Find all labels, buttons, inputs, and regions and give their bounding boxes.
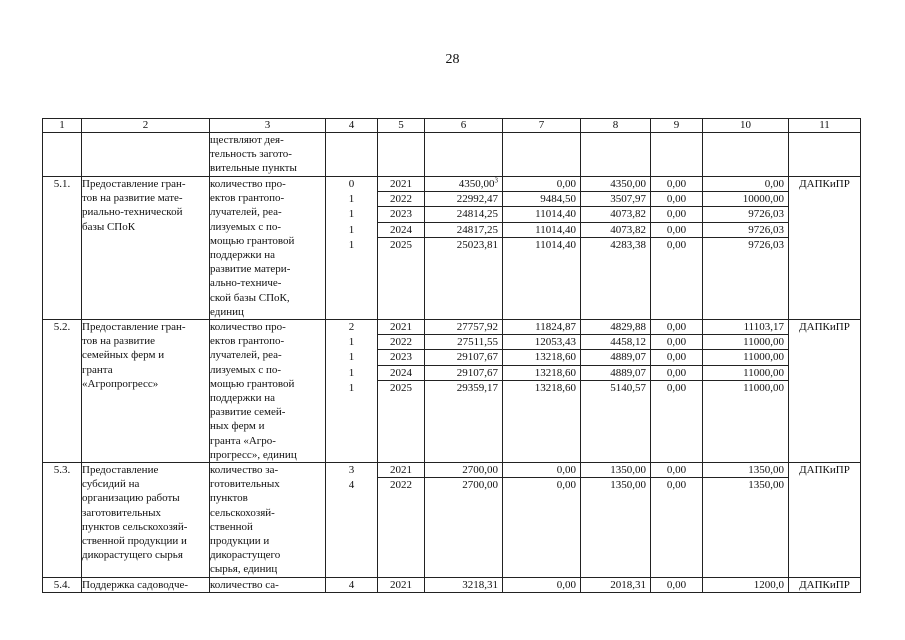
text-line: дикорастущего (210, 549, 281, 562)
value-mun: 0,00 (666, 238, 687, 251)
value-cell-reg (581, 320, 651, 463)
value-mun: 0,00 (666, 381, 687, 394)
value-cell-mun (651, 320, 703, 463)
text-line: субсидий на (82, 478, 140, 491)
column-header: 5 (378, 119, 425, 133)
value-reg: 1350,00 (581, 463, 650, 478)
value-other: 1350,00 (703, 463, 788, 478)
indicator-cell (210, 577, 326, 592)
value-year: 2023 (378, 207, 424, 222)
text-line: организацию работы (82, 492, 180, 505)
column-header: 2 (82, 119, 210, 133)
value-mun: 0,00 (651, 207, 702, 222)
text-line: продукции и (210, 535, 270, 548)
text-line: прогресс», единиц (210, 448, 297, 461)
value-year: 2024 (378, 366, 424, 381)
continuation-row (43, 133, 861, 177)
value-reg: 4350,00 (581, 177, 650, 192)
value-cell-other (703, 577, 789, 592)
text-line: количество за- (210, 464, 279, 477)
row-number: 5.1. (43, 177, 82, 320)
value-cell-other (703, 463, 789, 578)
text-line: развитие семей- (210, 406, 286, 419)
value-cell-year (378, 177, 425, 320)
value-mun: 0,00 (651, 223, 702, 238)
value-year: 2021 (378, 177, 424, 192)
page-number: 28 (445, 52, 460, 67)
value-total: 24817,25 (425, 223, 502, 238)
text-line: гранта «Агро- (210, 434, 276, 447)
executor-cell: ДАПКиПР (789, 320, 861, 463)
value-reg: 2018,31 (610, 578, 646, 591)
text-line: ально-техниче- (210, 277, 282, 290)
value-count: 1 (348, 366, 355, 379)
text-line: Поддержка садоводче- (82, 578, 189, 591)
value-fed: 13218,60 (503, 350, 580, 365)
executor-cell: ДАПКиПР (789, 463, 861, 578)
value-total: 29107,67 (425, 366, 502, 381)
value-total: 2700,00 (462, 479, 498, 492)
table-cell (789, 133, 861, 177)
table-row (43, 320, 861, 463)
value-reg: 1350,00 (610, 479, 646, 492)
row-number: 5.3. (43, 463, 82, 578)
table-cell (425, 133, 503, 177)
header-row (43, 119, 861, 133)
column-header: 6 (425, 119, 503, 133)
value-fed: 0,00 (556, 479, 576, 492)
value-count: 1 (348, 223, 355, 236)
table-row (43, 177, 861, 320)
value-other: 10000,00 (703, 192, 788, 207)
value-mun: 0,00 (651, 320, 702, 335)
table-cell (581, 133, 651, 177)
value-cell-count (326, 577, 378, 592)
text-line: пунктов (210, 492, 248, 505)
value-count: 1 (348, 208, 355, 221)
text-line: дикорастущего сырья (82, 549, 183, 562)
value-count: 1 (348, 238, 355, 251)
text-line: ектов грантопо- (210, 192, 285, 205)
value-cell-total (425, 463, 503, 578)
value-reg: 4073,82 (581, 223, 650, 238)
value-other: 1200,0 (753, 578, 784, 591)
value-cell-other (703, 320, 789, 463)
value-cell-reg (581, 463, 651, 578)
measure-name-cell (82, 577, 210, 592)
value-cell-mun (651, 177, 703, 320)
text-line: заготовительных (82, 506, 162, 519)
text-line: семейных ферм и (82, 349, 165, 362)
value-count: 4 (348, 578, 355, 591)
text-line: количество про- (210, 178, 286, 190)
value-mun: 0,00 (666, 479, 687, 492)
text-line: количество про- (210, 321, 286, 334)
value-other: 11000,00 (703, 335, 788, 350)
value-mun: 0,00 (666, 578, 687, 591)
value-mun: 0,00 (651, 192, 702, 207)
value-cell-mun (651, 577, 703, 592)
table-cell (43, 133, 82, 177)
text-line: лучателей, реа- (210, 349, 282, 362)
value-total: 24814,25 (425, 207, 502, 222)
value-cell-count (326, 177, 378, 320)
text-line: мощью грантовой (210, 234, 295, 247)
data-table (42, 118, 861, 593)
value-count: 1 (348, 193, 355, 206)
value-other: 11000,00 (703, 366, 788, 381)
value-mun: 0,00 (651, 366, 702, 381)
value-reg: 4889,07 (581, 350, 650, 365)
text-line: лизуемых с по- (210, 363, 282, 376)
value-fed: 0,00 (503, 177, 580, 192)
value-reg: 5140,57 (610, 381, 646, 394)
table-row (43, 463, 861, 578)
table-row (43, 577, 861, 592)
text-line: Предоставление гран- (82, 178, 186, 190)
value-total: 29107,67 (425, 350, 502, 365)
value-count: 4 (348, 479, 355, 492)
text-line: ской базы СПоК, (210, 291, 290, 304)
value-cell-fed (503, 463, 581, 578)
value-count: 1 (348, 336, 355, 349)
text-line: лучателей, реа- (210, 206, 282, 219)
value-reg: 4073,82 (581, 207, 650, 222)
value-other: 9726,03 (748, 238, 784, 251)
column-header: 7 (503, 119, 581, 133)
text-line: тельность загото- (210, 148, 292, 161)
table-cell (651, 133, 703, 177)
text-line: пунктов сельскохозяй- (82, 520, 188, 533)
value-cell-year (378, 320, 425, 463)
value-year: 2021 (390, 578, 412, 591)
value-reg: 4283,38 (610, 238, 646, 251)
value-total: 25023,81 (456, 238, 498, 251)
value-cell-fed (503, 577, 581, 592)
value-mun: 0,00 (651, 463, 702, 478)
column-header: 1 (43, 119, 82, 133)
text-line: сырья, единиц (210, 563, 278, 576)
value-year: 2025 (390, 238, 412, 251)
value-fed: 11824,87 (503, 320, 580, 335)
column-header: 3 (210, 119, 326, 133)
text-line: гранта (82, 363, 113, 376)
text-line: ектов грантопо- (210, 335, 285, 348)
value-count: 1 (348, 381, 355, 394)
text-line: поддержки на (210, 249, 275, 262)
value-year: 2021 (378, 463, 424, 478)
value-total: 3218,31 (462, 578, 498, 591)
text-line: тов на развитие (82, 335, 156, 348)
column-header: 11 (789, 119, 861, 133)
text-line: ственной (210, 520, 253, 533)
value-cell-count (326, 320, 378, 463)
executor-cell: ДАПКиПР (789, 177, 861, 320)
table-cell (378, 133, 425, 177)
text-line: «Агропрогресс» (82, 377, 159, 390)
value-mun: 0,00 (651, 177, 702, 192)
value-fed: 11014,40 (503, 207, 580, 222)
text-line: Предоставление (82, 464, 159, 477)
value-cell-total (425, 577, 503, 592)
column-header: 4 (326, 119, 378, 133)
value-year: 2025 (390, 381, 412, 394)
indicator-cell (210, 320, 326, 463)
value-total: 29359,17 (456, 381, 498, 394)
column-header: 9 (651, 119, 703, 133)
text-line: лизуемых с по- (210, 220, 282, 233)
indicator-cell (210, 463, 326, 578)
text-line: поддержки на (210, 392, 275, 405)
text-line: базы СПоК (82, 220, 136, 233)
value-total: 22992,47 (425, 192, 502, 207)
text-line: ных ферм и (210, 420, 265, 433)
text-line: ществляют дея- (210, 134, 284, 146)
value-reg: 4889,07 (581, 366, 650, 381)
indicator-cell (210, 177, 326, 320)
value-count: 2 (348, 321, 355, 334)
value-cell-reg (581, 577, 651, 592)
table-cell (326, 133, 378, 177)
value-year: 2022 (378, 192, 424, 207)
text-line: вительные пункты (210, 162, 297, 175)
value-cell-count (326, 463, 378, 578)
value-cell-fed (503, 320, 581, 463)
value-other: 9726,03 (703, 207, 788, 222)
footnote-marker: 3 (494, 176, 498, 185)
value-year: 2022 (378, 335, 424, 350)
value-count: 0 (348, 178, 355, 190)
row-number: 5.4. (43, 577, 82, 592)
value-total: 27757,92 (425, 320, 502, 335)
value-fed: 0,00 (556, 578, 576, 591)
value-year: 2022 (390, 479, 412, 492)
value-total: 2700,00 (425, 463, 502, 478)
value-mun: 0,00 (651, 350, 702, 365)
value-mun: 0,00 (651, 335, 702, 350)
text-line: готовительных (210, 478, 280, 491)
value-reg: 4458,12 (581, 335, 650, 350)
value-cell-fed (503, 177, 581, 320)
value-fed: 13218,60 (503, 366, 580, 381)
text-line: ственной продукции и (82, 535, 187, 548)
measure-name-cell (82, 320, 210, 463)
value-fed: 11014,40 (535, 238, 576, 251)
value-year: 2023 (378, 350, 424, 365)
value-year: 2024 (378, 223, 424, 238)
value-other: 11000,00 (703, 350, 788, 365)
text-line: риально-технической (82, 206, 183, 219)
value-fed: 13218,60 (534, 381, 576, 394)
value-reg: 4829,88 (581, 320, 650, 335)
value-fed: 0,00 (503, 463, 580, 478)
value-fed: 11014,40 (503, 223, 580, 238)
value-total: 27511,55 (425, 335, 502, 350)
column-header: 10 (703, 119, 789, 133)
value-fed: 12053,43 (503, 335, 580, 350)
row-number: 5.2. (43, 320, 82, 463)
table-cell (210, 133, 326, 177)
value-cell-reg (581, 177, 651, 320)
table-cell (703, 133, 789, 177)
value-cell-other (703, 177, 789, 320)
value-count: 1 (348, 351, 355, 364)
value-cell-mun (651, 463, 703, 578)
text-line: тов на развитие мате- (82, 192, 183, 205)
value-fed: 9484,50 (503, 192, 580, 207)
value-cell-year (378, 463, 425, 578)
executor-cell: ДАПКиПР (789, 577, 861, 592)
measure-name-cell (82, 177, 210, 320)
text-line: единиц (210, 305, 244, 318)
value-total: 4350,00$^3$ (425, 177, 502, 192)
table-cell (503, 133, 581, 177)
text-line: количество са- (210, 578, 279, 591)
value-cell-total (425, 320, 503, 463)
text-line: Предоставление гран- (82, 321, 186, 334)
text-line: сельскохозяй- (210, 506, 275, 519)
value-other: 11000,00 (743, 381, 784, 394)
value-year: 2021 (378, 320, 424, 335)
text-line: мощью грантовой (210, 377, 295, 390)
column-header: 8 (581, 119, 651, 133)
value-other: 9726,03 (703, 223, 788, 238)
value-other: 11103,17 (703, 320, 788, 335)
text-line: развитие матери- (210, 263, 291, 276)
table-cell (82, 133, 210, 177)
value-cell-year (378, 577, 425, 592)
value-cell-total (425, 177, 503, 320)
measure-name-cell (82, 463, 210, 578)
value-other: 0,00 (703, 177, 788, 192)
value-count: 3 (348, 464, 355, 477)
value-other: 1350,00 (748, 479, 784, 492)
value-reg: 3507,97 (581, 192, 650, 207)
